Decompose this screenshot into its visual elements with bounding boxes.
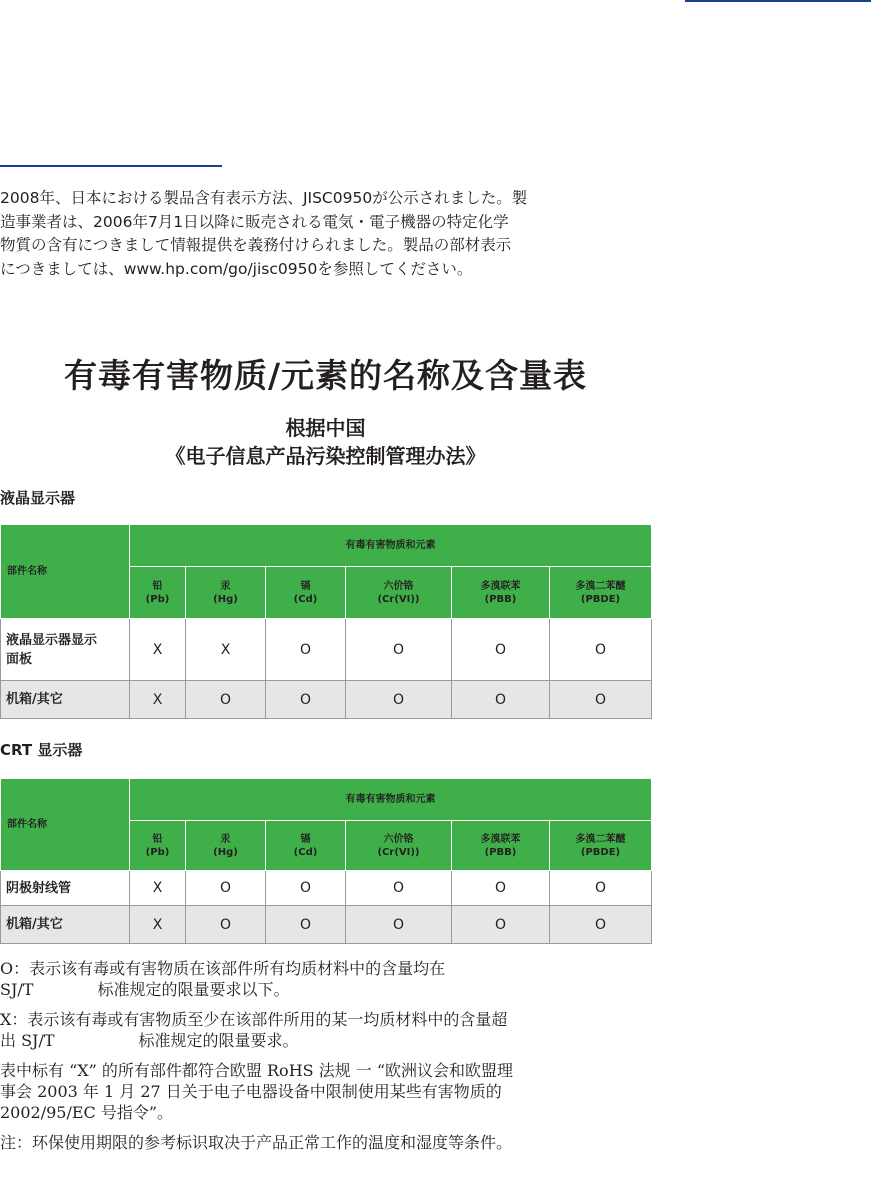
china-table-title: 有毒有害物质/元素的名称及含量表: [63, 356, 588, 395]
value-cell: O: [186, 906, 266, 944]
table-notes: [0, 958, 660, 1162]
value-cell: O: [550, 871, 652, 906]
header-pb: 铅 (Pb): [130, 821, 186, 871]
part-name-cell: 液晶显示器显示 面板: [1, 619, 130, 681]
value-cell: X: [130, 681, 186, 719]
header-substance-group: 有毒有害物质和元素: [130, 779, 652, 821]
value-cell: X: [186, 619, 266, 681]
value-cell: O: [266, 871, 346, 906]
header-hg: 汞 (Hg): [186, 821, 266, 871]
value-cell: O: [186, 681, 266, 719]
jp-line: 2008年、日本における製品含有表示方法、JISC0950が公示されました。製: [0, 189, 528, 207]
japanese-jisc0950-paragraph: [0, 187, 590, 281]
part-name-cell: 机箱/其它: [1, 906, 130, 944]
header-cr6: 六价铬 (Cr(VI)): [346, 821, 452, 871]
value-cell: O: [266, 619, 346, 681]
jp-line: 物質の含有につきまして情報提供を義務付けられました。製品の部材表示: [0, 236, 512, 254]
note-x: X：表示该有毒或有害物质至少在该部件所用的某一均质材料中的含量超 出 SJ/T 标准规定的限量要求。: [0, 1010, 508, 1050]
jp-line: につきましては、www.hp.com/go/jisc0950を参照してください。: [0, 259, 473, 278]
value-cell: O: [550, 619, 652, 681]
value-cell: O: [346, 906, 452, 944]
value-cell: O: [266, 681, 346, 719]
header-part-name: 部件名称: [1, 525, 130, 619]
value-cell: X: [130, 619, 186, 681]
header-pbb: 多溴联苯 (PBB): [452, 821, 550, 871]
crt-substance-table: [0, 778, 652, 944]
china-rohs-panel: [0, 322, 651, 1184]
table-row: [1, 681, 652, 719]
lcd-substance-table: [0, 524, 652, 719]
value-cell: O: [346, 681, 452, 719]
china-subtitle-line2: 《电子信息产品污染控制管理办法》: [165, 444, 486, 468]
value-cell: X: [130, 906, 186, 944]
header-pbb: 多溴联苯 (PBB): [452, 567, 550, 619]
header-substance-group: 有毒有害物质和元素: [130, 525, 652, 567]
note-o: O：表示该有毒或有害物质在该部件所有均质材料中的含量均在 SJ/T 标准规定的限量要求以下。: [0, 959, 446, 999]
top-rule: [685, 0, 871, 2]
value-cell: O: [452, 619, 550, 681]
value-cell: O: [186, 871, 266, 906]
note-environment: 注：环保使用期限的参考标识取决于产品正常工作的温度和湿度等条件。: [0, 1133, 513, 1152]
header-part-name: 部件名称: [1, 779, 130, 871]
header-cd: 镉 (Cd): [266, 821, 346, 871]
china-subtitle-line1: 根据中国: [285, 416, 366, 440]
table-row: [1, 871, 652, 906]
section-rule: [0, 165, 222, 167]
header-pbde: 多溴二苯醚 (PBDE): [550, 567, 652, 619]
value-cell: O: [346, 871, 452, 906]
table-row: [1, 906, 652, 944]
value-cell: X: [130, 871, 186, 906]
header-pb: 铅 (Pb): [130, 567, 186, 619]
part-name-cell: 阴极射线管: [1, 871, 130, 906]
header-cd: 镉 (Cd): [266, 567, 346, 619]
value-cell: O: [550, 681, 652, 719]
header-pbde: 多溴二苯醚 (PBDE): [550, 821, 652, 871]
value-cell: O: [452, 906, 550, 944]
value-cell: O: [452, 871, 550, 906]
note-rohs: 表中标有 “X” 的所有部件都符合欧盟 RoHS 法规 一 “欧洲议会和欧盟理 事会 2003 年 1 月 27 日关于电子电器设备中限制使用某些有害物质的 2002/95/EC 号指令”。: [0, 1061, 514, 1122]
table-row: [1, 619, 652, 681]
header-cr6: 六价铬 (Cr(VI)): [346, 567, 452, 619]
value-cell: O: [550, 906, 652, 944]
part-name-cell: 机箱/其它: [1, 681, 130, 719]
header-hg: 汞 (Hg): [186, 567, 266, 619]
lcd-section-label: 液晶显示器: [0, 489, 76, 507]
crt-section-label: CRT 显示器: [0, 741, 83, 759]
jp-line: 造事業者は、2006年7月1日以降に販売される電気・電子機器の特定化学: [0, 212, 509, 231]
value-cell: O: [452, 681, 550, 719]
value-cell: O: [346, 619, 452, 681]
value-cell: O: [266, 906, 346, 944]
